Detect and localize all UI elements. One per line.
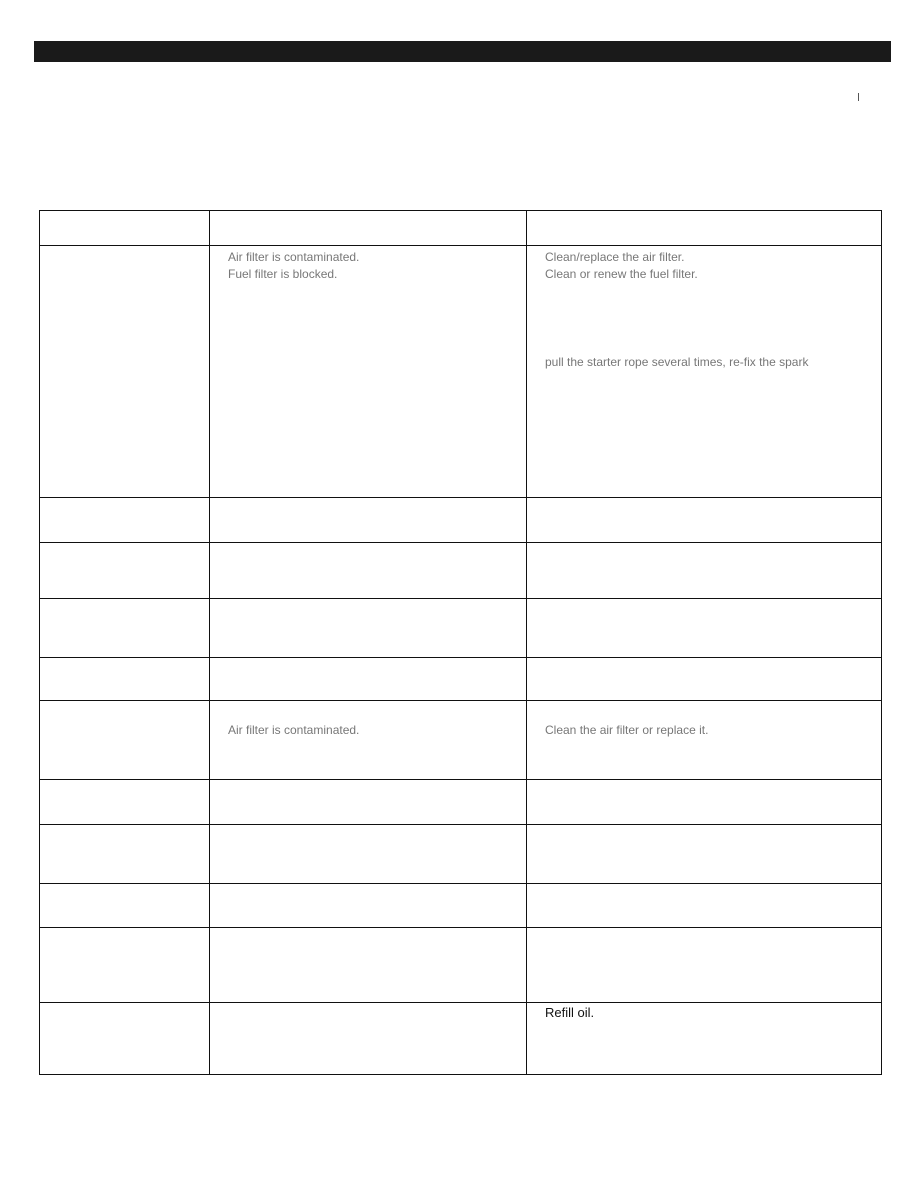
cause-cell	[210, 498, 527, 543]
header-bar	[34, 41, 891, 62]
table-row	[40, 1003, 882, 1075]
problem-cell	[40, 701, 210, 780]
solution-cell	[527, 246, 882, 498]
solution-text: Clean or renew the fuel filter.	[545, 267, 698, 281]
cause-text: Fuel filter is blocked.	[228, 267, 338, 281]
cause-cell	[210, 658, 527, 701]
header-cell-problem	[40, 211, 210, 246]
table-row	[40, 825, 882, 884]
solution-text: Clean/replace the air filter.	[545, 250, 685, 264]
problem-cell	[40, 928, 210, 1003]
solution-text: Clean the air filter or replace it.	[545, 723, 709, 737]
solution-cell	[527, 701, 882, 780]
cause-cell	[210, 884, 527, 928]
problem-cell	[40, 246, 210, 498]
solution-cell	[527, 498, 882, 543]
solution-cell	[527, 928, 882, 1003]
problem-cell	[40, 498, 210, 543]
problem-cell	[40, 825, 210, 884]
table-row	[40, 884, 882, 928]
solution-cell	[527, 658, 882, 701]
troubleshooting-table	[39, 210, 882, 1075]
table-row	[40, 928, 882, 1003]
table-row	[40, 498, 882, 543]
table-row	[40, 658, 882, 701]
cause-cell	[210, 1003, 527, 1075]
solution-cell	[527, 599, 882, 658]
solution-cell	[527, 1003, 882, 1075]
table-header-row	[40, 211, 882, 246]
solution-text: Refill oil.	[545, 1005, 595, 1020]
problem-cell	[40, 543, 210, 599]
problem-cell	[40, 599, 210, 658]
cause-cell	[210, 543, 527, 599]
cause-cell	[210, 701, 527, 780]
table-row	[40, 543, 882, 599]
solution-cell	[527, 825, 882, 884]
cause-cell	[210, 928, 527, 1003]
problem-cell	[40, 884, 210, 928]
solution-cell	[527, 780, 882, 825]
solution-cell	[527, 884, 882, 928]
solution-cell	[527, 543, 882, 599]
cause-cell	[210, 825, 527, 884]
cause-text: Air filter is contaminated.	[228, 723, 360, 737]
problem-cell	[40, 780, 210, 825]
table-row	[40, 599, 882, 658]
cause-cell	[210, 599, 527, 658]
table-row	[40, 780, 882, 825]
cause-cell	[210, 780, 527, 825]
header-cell-solution	[527, 211, 882, 246]
solution-text: pull the starter rope several times, re-fix the spark	[545, 355, 809, 369]
table-row	[40, 701, 882, 780]
table-row	[40, 246, 882, 498]
cause-cell	[210, 246, 527, 498]
cause-text: Air filter is contaminated.	[228, 250, 360, 264]
problem-cell	[40, 658, 210, 701]
problem-cell	[40, 1003, 210, 1075]
header-cell-cause	[210, 211, 527, 246]
page-marker	[858, 93, 859, 101]
